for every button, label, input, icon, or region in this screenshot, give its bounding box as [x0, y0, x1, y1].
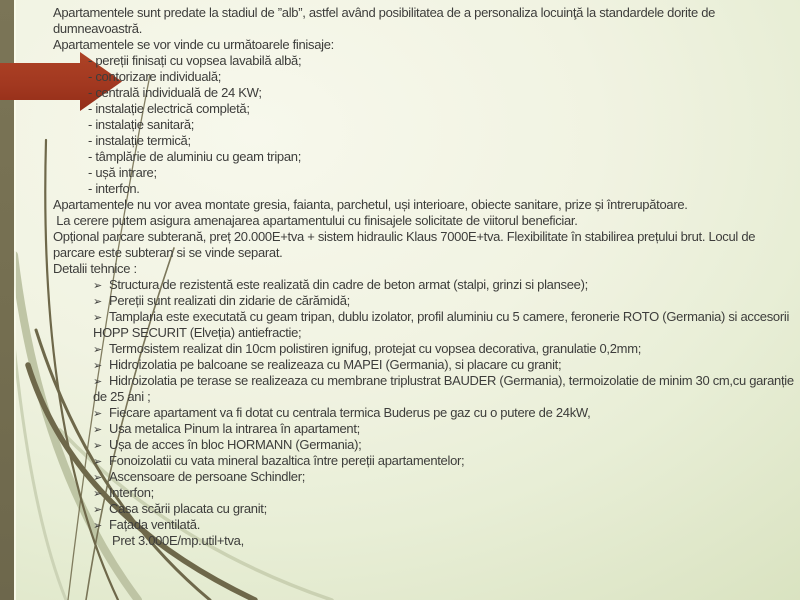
text-line-content: Ușa de acces în bloc HORMANN (Germania); — [109, 437, 362, 452]
text-line: de 25 ani ; — [93, 389, 151, 404]
text-line: - pereții finisați cu vopsea lavabilă albă; — [88, 53, 302, 68]
text-line-content: Tamplaria este executată cu geam tripan, dublu izolator, profil aluminiu cu 5 camere, feronerie ROTO (Germania) si accesorii — [109, 309, 790, 324]
text-line — [0, 437, 800, 453]
text-line — [0, 341, 800, 357]
text-line: - ușă intrare; — [88, 165, 157, 180]
text-line: - tâmplărie de aluminiu cu geam tripan; — [88, 149, 302, 164]
arrow-bullet-icon: ➢ — [93, 376, 103, 388]
text-line-content: Hidroizolatia pe terase se realizeaza cu membrane triplustrat BAUDER (Germania), termoizolatie de minim 30 cm,cu garanție — [109, 373, 794, 388]
text-line — [0, 309, 800, 325]
text-line: Apartamentele sunt predate la stadiul de ”alb”, astfel având posibilitatea de a personaliza locuinţă la standardele dorite de — [53, 5, 716, 20]
text-line: - contorizare individuală; — [88, 69, 222, 84]
text-line-content: Pereții sunt realizati din zidarie de cărămidă; — [109, 293, 350, 308]
text-line — [0, 357, 800, 373]
text-line: Apartamentele se vor vinde cu următoarele finisaje: — [53, 37, 334, 52]
text-line-content: Usa metalica Pinum la intrarea în apartament; — [109, 421, 360, 436]
text-line — [0, 373, 800, 389]
text-line: - interfon. — [88, 181, 140, 196]
text-line — [0, 501, 800, 517]
text-line — [0, 517, 800, 533]
text-line — [0, 485, 800, 501]
text-line-content: Fonoizolatii cu vata mineral bazaltica între pereții apartamentelor; — [109, 453, 465, 468]
text-line — [0, 405, 800, 421]
text-line: Detalii tehnice : — [53, 261, 137, 276]
text-line: Pret 3.000E/mp.util+tva, — [112, 533, 244, 548]
text-line-content: Termosistem realizat din 10cm polistiren ignifug, protejat cu vopsea decorativa, granulatie 0,2mm; — [109, 341, 642, 356]
text-line: Apartamentele nu vor avea montate gresia, faianta, parchetul, uși interioare, obiecte sanitare, prize și întrerupătoare. — [53, 197, 688, 212]
text-line — [0, 421, 800, 437]
text-line-content: Ascensoare de persoane Schindler; — [109, 469, 306, 484]
text-line: - instalație electrică completă; — [88, 101, 250, 116]
text-line: dumneavoastră. — [53, 21, 143, 36]
text-line-content: Fațada ventilată. — [109, 517, 201, 532]
arrow-bullet-icon: ➢ — [93, 280, 103, 292]
arrow-bullet-icon: ➢ — [93, 456, 103, 468]
arrow-bullet-icon: ➢ — [93, 520, 103, 532]
text-line: - instalație termică; — [88, 133, 191, 148]
arrow-bullet-icon: ➢ — [93, 488, 103, 500]
text-line-content: Casa scării placata cu granit; — [109, 501, 267, 516]
arrow-bullet-icon: ➢ — [93, 344, 103, 356]
text-line-content: Interfon; — [109, 485, 154, 500]
text-line — [0, 469, 800, 485]
text-line: Opțional parcare subterană, preț 20.000E+tva + sistem hidraulic Klaus 7000E+tva. Flexibilitate în stabilirea prețului brut. Locul de — [53, 229, 756, 244]
arrow-bullet-icon: ➢ — [93, 504, 103, 516]
slide-text-block — [0, 5, 800, 549]
arrow-bullet-icon: ➢ — [93, 440, 103, 452]
text-line-content: Hidroizolatia pe balcoane se realizeaza cu MAPEI (Germania), si placare cu granit; — [109, 357, 562, 372]
text-line: - instalație sanitară; — [88, 117, 195, 132]
text-line — [0, 293, 800, 309]
text-line: - centrală individuală de 24 KW; — [88, 85, 262, 100]
arrow-bullet-icon: ➢ — [93, 312, 103, 324]
arrow-bullet-icon: ➢ — [93, 360, 103, 372]
arrow-bullet-icon: ➢ — [93, 296, 103, 308]
text-line: HOPP SECURIT (Elveția) antiefractie; — [93, 325, 302, 340]
text-line: parcare este subteran si se vinde separat. — [53, 245, 283, 260]
text-line — [0, 453, 800, 469]
text-line-content: Fiecare apartament va fi dotat cu centrala termica Buderus pe gaz cu o putere de 24kW, — [109, 405, 591, 420]
arrow-bullet-icon: ➢ — [93, 424, 103, 436]
text-line — [0, 277, 800, 293]
arrow-bullet-icon: ➢ — [93, 408, 103, 420]
text-line-content: Structura de rezistentă este realizată din cadre de beton armat (stalpi, grinzi si plansee); — [109, 277, 588, 292]
text-line: La cerere putem asigura amenajarea apartamentului cu finisajele solicitate de viitorul beneficiar. — [53, 213, 578, 228]
arrow-bullet-icon: ➢ — [93, 472, 103, 484]
